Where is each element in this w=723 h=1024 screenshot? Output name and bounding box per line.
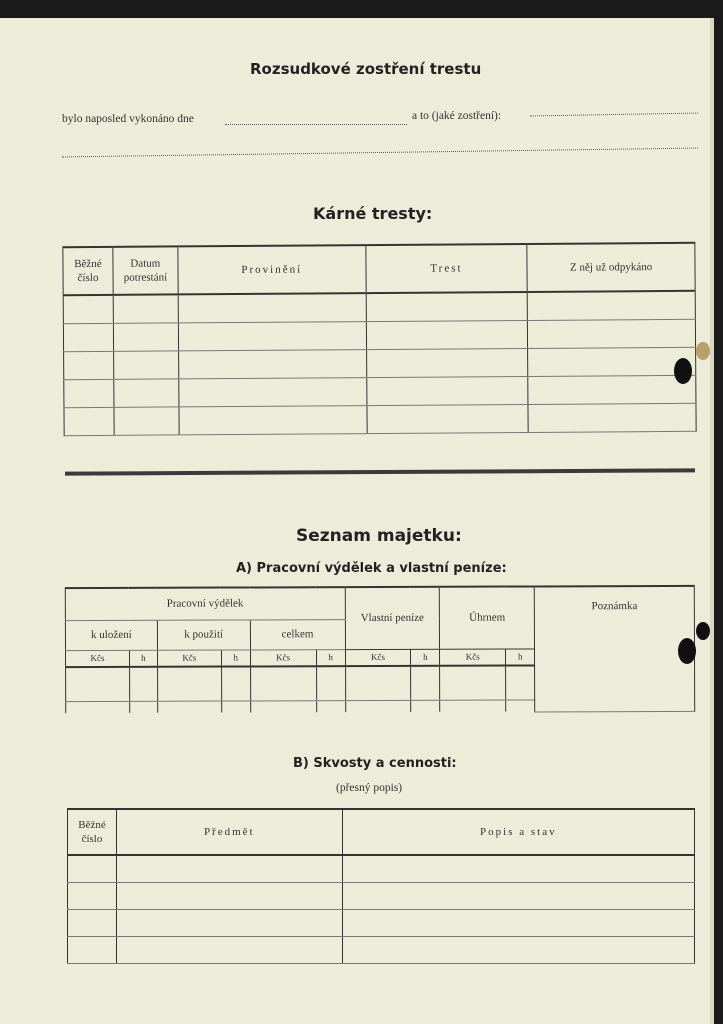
table-row <box>63 319 695 351</box>
section-title-sentence-tightening: Rozsudkové zostření trestu <box>250 60 482 78</box>
col-header-punishment: Trest <box>365 244 527 293</box>
table-row <box>68 882 695 909</box>
earnings-table <box>65 585 695 714</box>
section-title-disciplinary-punishments: Kárné tresty: <box>313 204 433 223</box>
col-header-for-use: k použití <box>157 619 250 649</box>
punch-hole <box>678 638 696 664</box>
col-header-offense: Provinění <box>178 245 366 294</box>
form-page <box>0 18 714 1024</box>
unit-kcs: Kčs <box>66 650 130 667</box>
col-header-note: Poznámka <box>534 586 694 712</box>
last-executed-label: bylo naposled vykonáno dne <box>62 113 194 125</box>
col-group-work-earnings: Pracovní výdělek <box>65 587 345 620</box>
table-row <box>68 855 695 882</box>
subsection-title-jewels: B) Skvosty a cennosti: <box>293 756 457 771</box>
table-row <box>64 375 696 407</box>
col-header-sum: celkem <box>250 619 345 649</box>
tightening-kind-field[interactable] <box>530 113 698 117</box>
last-executed-date-field[interactable] <box>225 124 407 125</box>
col-header-own-money: Vlastní peníze <box>345 587 440 649</box>
table-row <box>64 403 696 435</box>
unit-h: h <box>411 649 440 666</box>
table-row <box>68 936 695 963</box>
unit-kcs: Kčs <box>250 649 316 666</box>
tightening-kind-field-line2[interactable] <box>62 148 698 158</box>
punch-hole <box>696 342 710 360</box>
col-header-item: Předmět <box>116 809 342 855</box>
exact-description-note: (přesný popis) <box>336 782 403 794</box>
section-separator <box>65 468 695 475</box>
col-header-number: Běžné číslo <box>63 247 113 295</box>
col-header-served: Z něj už odpykáno <box>527 243 695 292</box>
unit-kcs: Kčs <box>345 649 411 666</box>
col-header-date: Datum potrestání <box>113 246 178 294</box>
unit-h: h <box>506 648 535 665</box>
col-header-deposit: k uložení <box>65 620 157 650</box>
jewels-table <box>67 808 695 964</box>
section-title-property-list: Seznam majetku: <box>296 526 462 546</box>
unit-kcs: Kčs <box>440 649 506 666</box>
punch-hole <box>696 622 710 640</box>
table-row <box>63 291 695 323</box>
unit-h: h <box>221 649 250 666</box>
subsection-title-earnings: A) Pracovní výdělek a vlastní peníze: <box>236 561 507 576</box>
col-header-number: Běžné číslo <box>68 809 117 855</box>
col-header-description: Popis a stav <box>342 809 694 855</box>
tightening-kind-label: a to (jaké zostření): <box>412 110 502 122</box>
punch-hole <box>674 358 692 384</box>
unit-h: h <box>316 649 345 666</box>
disciplinary-punishments-table <box>62 242 696 436</box>
col-header-total: Úhrnem <box>440 586 535 648</box>
table-row <box>68 909 695 936</box>
unit-h: h <box>129 650 157 667</box>
unit-kcs: Kčs <box>157 650 221 667</box>
table-row <box>64 347 696 379</box>
